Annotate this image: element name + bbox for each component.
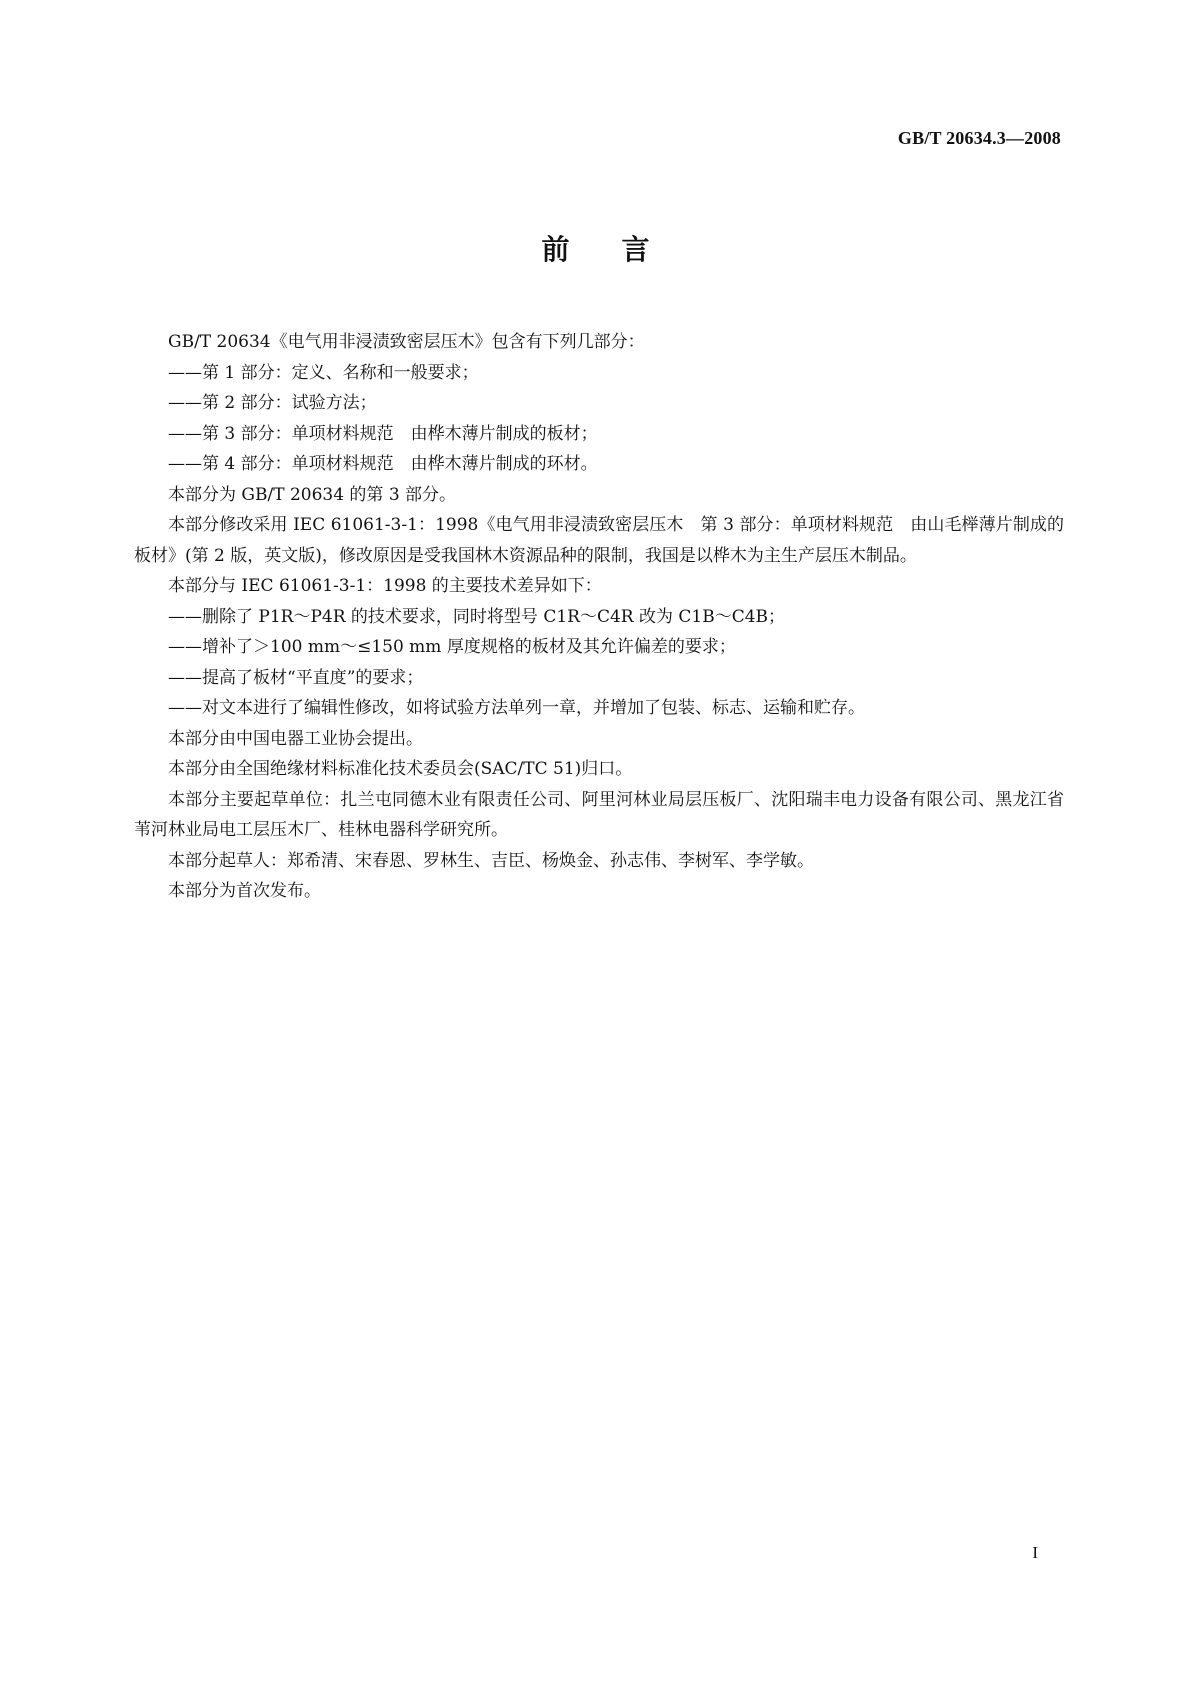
drafters-paragraph: 本部分起草人：郑希清、宋春恩、罗林生、吉臣、杨焕金、孙志伟、李树军、李学敏。 [168,850,814,871]
page-title: 前言 [541,233,702,266]
list-item: ——第 3 部分：单项材料规范 由桦木薄片制成的板材； [168,423,598,444]
page-number: I [1032,1543,1038,1562]
list-item: ——增补了＞100 mm～≤150 mm 厚度规格的板材及其允许偏差的要求； [168,637,736,657]
first-release-paragraph: 本部分为首次发布。 [168,881,321,901]
list-item: ——对文本进行了编辑性修改，如将试验方法单列一章，并增加了包装、标志、运输和贮存。 [168,698,865,718]
proposed-by-paragraph: 本部分由中国电器工业协会提出。 [168,728,423,749]
parts-list [134,358,1064,480]
list-item: ——删除了 P1R～P4R 的技术要求，同时将型号 C1R～C4R 改为 C1B～C4B； [168,606,786,627]
list-item: ——第 1 部分：定义、名称和一般要求； [168,362,479,383]
differences-paragraph: 本部分与 IEC 61061-3-1：1998 的主要技术差异如下： [168,576,602,596]
list-item: ——提高了板材“平直度”的要求； [168,667,424,688]
list-item: ——第 2 部分：试验方法； [168,393,377,413]
standard-code: GB/T 20634.3—2008 [897,128,1061,148]
list-item: ——第 4 部分：单项材料规范 由桦木薄片制成的环材。 [168,454,598,474]
differences-list [134,602,1064,724]
part-statement-paragraph: 本部分为 GB/T 20634 的第 3 部分。 [168,484,457,505]
centralized-by-paragraph: 本部分由全国绝缘材料标准化技术委员会(SAC/TC 51)归口。 [168,759,633,779]
document-body [134,327,1064,907]
intro-paragraph: GB/T 20634《电气用非浸渍致密层压木》包含有下列几部分： [168,332,645,352]
adoption-paragraph: 本部分修改采用 IEC 61061-3-1：1998《电气用非浸渍致密层压木 第 3 部分：单项材料规范 由山毛榉薄片制成的板材》(第 2 版，英文版)，修改原因是受我国林木资源品种的限制，我国是以桦木为主生产层压木制品。 [134,515,1064,566]
drafting-units-paragraph: 本部分主要起草单位：扎兰屯同德木业有限责任公司、阿里河林业局层压板厂、沈阳瑞丰电力设备有限公司、黑龙江省苇河林业局电工层压木厂、桂林电器科学研究所。 [134,789,1064,840]
